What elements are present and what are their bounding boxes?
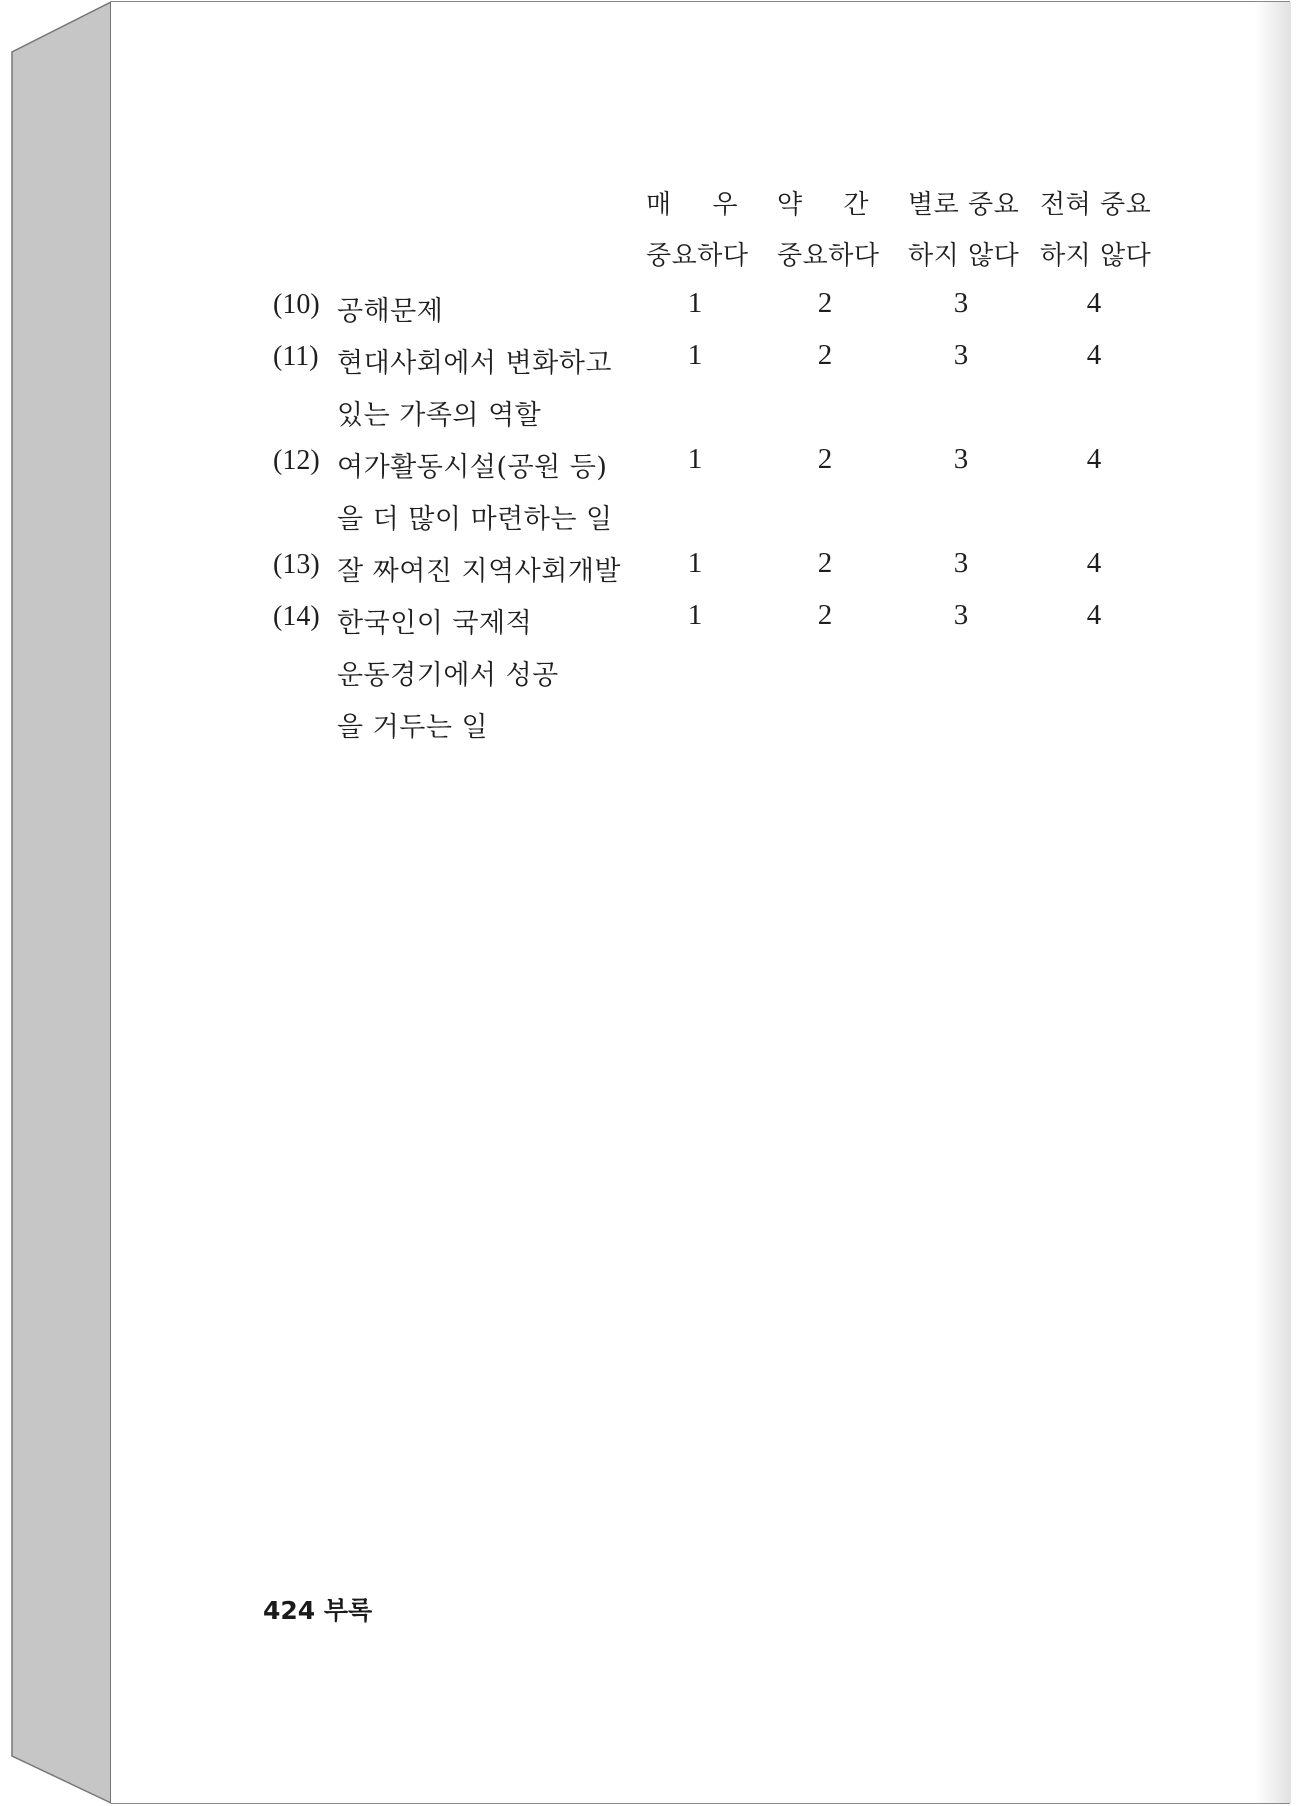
item-10-text-line1: 공해문제 (337, 296, 444, 327)
header-col1-line2: 중요하다 (646, 241, 749, 271)
item-11-text-line2: 있는 가족의 역할 (337, 400, 542, 431)
item-11-number: (11) (273, 341, 319, 372)
page-folio: 424 부록 (263, 1596, 373, 1625)
header-col1-line1 (646, 184, 738, 221)
item-12-text-line1: 여가활동시설(공원 등) (337, 452, 608, 483)
item-13-value-4: 4 (1086, 547, 1102, 579)
header-col1-char-a: 매 (646, 190, 672, 220)
header-col3-line2: 하지 않다 (908, 241, 1020, 271)
header-col4-line2: 하지 않다 (1040, 241, 1152, 271)
item-11-value-4: 4 (1086, 339, 1102, 371)
item-10-value-1: 1 (687, 287, 703, 319)
item-11-value-3: 3 (953, 339, 969, 371)
item-11-value-1: 1 (687, 339, 703, 371)
item-13-text-line1: 잘 짜여진 지역사회개발 (337, 556, 621, 587)
item-12-value-1: 1 (687, 443, 703, 475)
header-col2-char-a: 약 (777, 190, 803, 220)
item-12-text-line2: 을 더 많이 마련하는 일 (337, 504, 613, 535)
header-col3-line1: 별로 중요 (908, 190, 1020, 220)
header-col1-char-b: 우 (712, 190, 738, 220)
header-col2-line1 (777, 184, 869, 221)
item-12-value-2: 2 (817, 443, 833, 475)
book-page (111, 2, 1291, 1803)
item-12-value-4: 4 (1086, 443, 1102, 475)
item-14-text-line3: 을 거두는 일 (337, 712, 489, 743)
item-14-text-line2: 운동경기에서 성공 (337, 660, 559, 691)
item-10-value-3: 3 (953, 287, 969, 319)
item-11-value-2: 2 (817, 339, 833, 371)
item-10-number: (10) (273, 289, 320, 320)
item-10-value-4: 4 (1086, 287, 1102, 319)
header-col2-char-b: 간 (843, 190, 869, 220)
item-11-text-line1: 현대사회에서 변화하고 (337, 348, 612, 379)
header-col4-line1: 전혀 중요 (1040, 190, 1152, 220)
item-13-value-2: 2 (817, 547, 833, 579)
item-14-value-3: 3 (953, 599, 969, 631)
item-14-value-2: 2 (817, 599, 833, 631)
item-10-value-2: 2 (817, 287, 833, 319)
item-13-value-3: 3 (953, 547, 969, 579)
survey-table (111, 2, 1291, 1803)
item-14-text-line1: 한국인이 국제적 (337, 608, 533, 639)
item-13-number: (13) (273, 549, 320, 580)
item-14-value-1: 1 (687, 599, 703, 631)
header-col2-line2: 중요하다 (777, 241, 880, 271)
item-14-number: (14) (273, 601, 320, 632)
item-12-value-3: 3 (953, 443, 969, 475)
item-14-value-4: 4 (1086, 599, 1102, 631)
item-12-number: (12) (273, 445, 320, 476)
item-13-value-1: 1 (687, 547, 703, 579)
